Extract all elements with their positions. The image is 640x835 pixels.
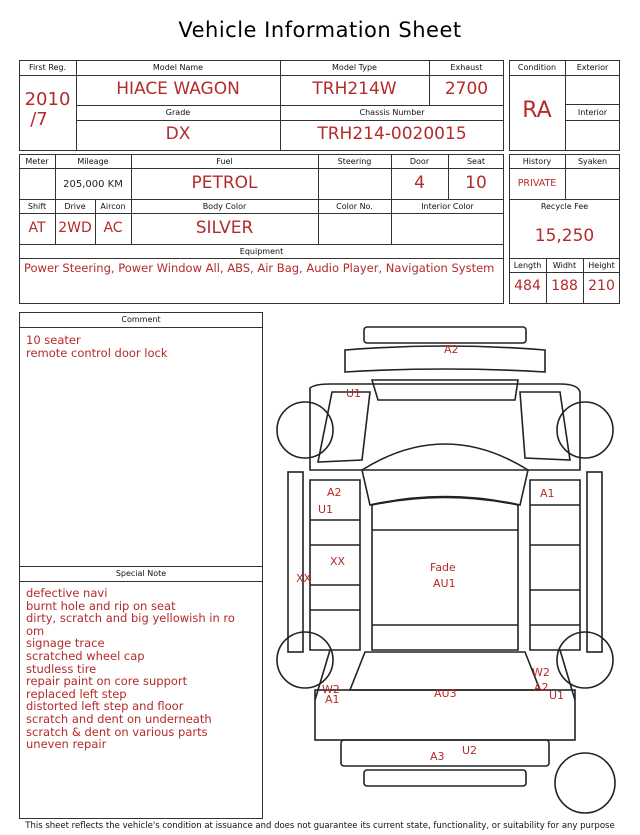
damage-mark: Fade (430, 561, 456, 574)
recycle-fee-label: Recycle Fee (540, 202, 589, 211)
special-note-line: signage trace (26, 636, 105, 651)
history-value: PRIVATE (517, 178, 557, 189)
steering-label: Steering (337, 157, 372, 166)
shift-label: Shift (27, 202, 47, 211)
damage-mark: U1 (346, 387, 362, 400)
disclaimer-footer: This sheet reflects the vehicle's condition at issuance and does not guarantee its current state, functionality, or suitability for any purpose (25, 821, 615, 831)
shift-value: AT (28, 220, 46, 236)
first-reg-label: First Reg. (28, 63, 67, 72)
damage-mark: U1 (318, 503, 334, 516)
damage-mark: U1 (549, 689, 565, 702)
special-note-line: scratch & dent on various parts (26, 724, 208, 739)
damage-mark: W2 (532, 666, 550, 679)
body-color-value: SILVER (195, 218, 254, 238)
model-type-label: Model Type (332, 63, 377, 72)
page-title: Vehicle Information Sheet (178, 18, 462, 42)
front-bumper-shape (364, 327, 526, 343)
condition-label: Condition (517, 63, 557, 72)
fuel-label: Fuel (216, 157, 233, 166)
length-label: Length (513, 261, 542, 270)
height-value: 210 (588, 278, 615, 294)
damage-mark: AU1 (433, 577, 456, 590)
exhaust-value: 2700 (444, 79, 489, 99)
special-note-line: distorted left step and floor (26, 699, 184, 714)
special-note-line: repair paint on core support (26, 674, 188, 689)
comment-line: 10 seater (26, 333, 81, 347)
drive-label: Drive (64, 202, 86, 211)
equipment-label: Equipment (239, 247, 284, 256)
first-reg-month: /7 (30, 109, 48, 130)
rear-window-shape (350, 652, 540, 690)
damage-mark: A1 (540, 487, 555, 500)
model-type-value: TRH214W (312, 79, 397, 99)
windshield-shape (362, 444, 528, 505)
chassis-number-value: TRH214-0020015 (317, 124, 467, 144)
model-name-label: Model Name (152, 63, 204, 72)
special-note-line: scratch and dent on underneath (26, 711, 212, 726)
interior-label: Interior (577, 108, 608, 117)
special-note-line: om (26, 623, 45, 638)
seat-label: Seat (466, 157, 486, 166)
special-note-line: burnt hole and rip on seat (26, 598, 176, 613)
damage-mark: W2 (322, 683, 340, 696)
model-name-value: HIACE WAGON (116, 79, 240, 99)
damage-mark: A1 (325, 693, 340, 706)
damage-mark: AU3 (434, 687, 457, 700)
damage-mark: A2 (444, 343, 459, 356)
length-value: 484 (514, 278, 541, 294)
meter-label: Meter (25, 157, 49, 166)
damage-mark: A2 (534, 681, 549, 694)
width-label: Widht (552, 261, 577, 270)
color-no-label: Color No. (336, 202, 373, 211)
height-label: Height (588, 261, 615, 270)
spare-wheel (555, 753, 615, 813)
exterior-label: Exterior (576, 63, 609, 72)
special-note-line: uneven repair (26, 737, 107, 752)
body-color-label: Body Color (202, 202, 247, 211)
damage-mark: A2 (327, 486, 342, 499)
special-note-list (26, 587, 235, 751)
damage-mark: XX (296, 572, 312, 585)
syaken-label: Syaken (577, 157, 608, 166)
special-note-line: scratched wheel cap (26, 648, 145, 663)
special-note-line: studless tire (26, 661, 97, 676)
seat-value: 10 (465, 173, 487, 193)
drive-value: 2WD (58, 220, 92, 236)
special-note-line: replaced left step (26, 686, 127, 701)
damage-mark: A3 (430, 750, 445, 763)
equipment-value: Power Steering, Power Window All, ABS, Air Bag, Audio Player, Navigation System (24, 261, 495, 275)
special-note-line: dirty, scratch and big yellowish in ro (26, 611, 235, 626)
rear-bumper-shape (341, 740, 549, 766)
fuel-value: PETROL (191, 173, 258, 193)
history-label: History (522, 157, 552, 166)
mileage-value: 205,000 KM (63, 179, 123, 190)
special-note-line: defective navi (26, 586, 108, 600)
width-value: 188 (551, 278, 578, 294)
grade-value: DX (165, 124, 191, 144)
exhaust-label: Exhaust (450, 63, 483, 72)
damage-mark: U2 (462, 744, 478, 757)
damage-mark: XX (330, 555, 346, 568)
interior-color-label: Interior Color (421, 202, 474, 211)
condition-value: RA (522, 98, 552, 123)
mileage-label: Mileage (77, 157, 109, 166)
comment-label: Comment (121, 315, 161, 324)
wheel-rear-left (277, 632, 333, 688)
comment-line: remote control door lock (26, 345, 168, 360)
comment-list (26, 334, 168, 359)
door-value: 4 (414, 173, 425, 193)
first-reg-year: 2010 (24, 89, 71, 110)
grade-label: Grade (165, 108, 191, 117)
chassis-number-label: Chassis Number (359, 108, 425, 117)
recycle-fee-value: 15,250 (534, 226, 595, 246)
aircon-label: Aircon (100, 202, 126, 211)
aircon-value: AC (103, 220, 123, 236)
special-note-label: Special Note (115, 569, 167, 578)
door-label: Door (409, 157, 430, 166)
wheel-rear-right (557, 632, 613, 688)
